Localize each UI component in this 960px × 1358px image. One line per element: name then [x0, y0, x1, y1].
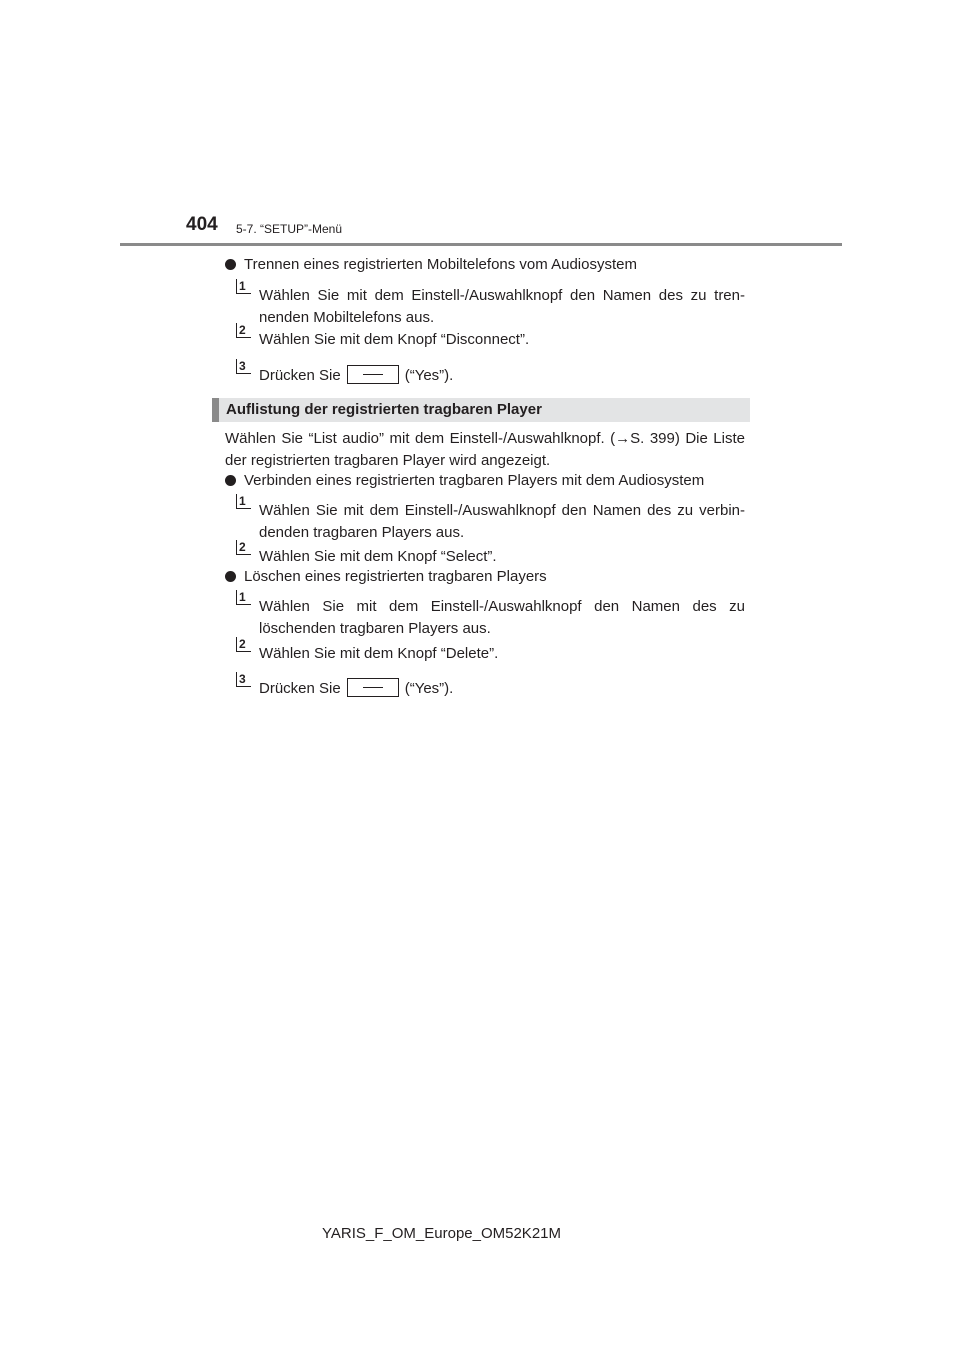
step-item: [236, 590, 756, 636]
header-rule: [120, 243, 842, 246]
step-text: Wählen Sie mit dem Einstell-/Auswahlknopf den Namen des zu verbin-denden tragbaren Players aus.: [259, 502, 745, 541]
step-number: 3: [236, 359, 251, 374]
step-text: [259, 678, 745, 700]
bullet-icon: [225, 571, 236, 582]
page-footer: YARIS_F_OM_Europe_OM52K21M: [322, 1225, 561, 1242]
bullet-icon: [225, 259, 236, 270]
bullet-item: [225, 255, 637, 275]
bullet-item: [225, 567, 547, 587]
step-number: 1: [236, 590, 251, 605]
bullet-icon: [225, 475, 236, 486]
section-heading-marker: [212, 398, 219, 422]
step-item: [236, 672, 756, 698]
step-number: 2: [236, 323, 251, 338]
step-text-after: (“Yes”).: [404, 367, 454, 384]
step-item: [236, 279, 756, 325]
page-number: 404: [186, 214, 218, 235]
yes-button-icon: [347, 365, 399, 384]
step-text: Wählen Sie mit dem Knopf “Select”.: [259, 548, 497, 565]
yes-button-icon: [347, 678, 399, 697]
section-title: 5-7. “SETUP”-Menü: [236, 222, 343, 236]
step-number: 2: [236, 637, 251, 652]
step-text: Wählen Sie mit dem Einstell-/Auswahlknopf den Namen des zu löschenden tragbaren Players aus.: [259, 598, 745, 637]
bullet-text: Löschen eines registrierten tragbaren Players: [244, 568, 547, 585]
step-item: [236, 494, 756, 540]
section-heading-text: Auflistung der registrierten tragbaren Player: [226, 401, 542, 418]
step-item: [236, 359, 756, 385]
step-text-before: Drücken Sie: [259, 367, 341, 384]
step-number: 1: [236, 279, 251, 294]
bullet-text: Trennen eines registrierten Mobiltelefons vom Audiosystem: [244, 256, 637, 273]
step-item: [236, 637, 756, 661]
step-item: [236, 540, 756, 564]
step-text-before: Drücken Sie: [259, 680, 341, 697]
step-text: [259, 365, 745, 387]
section-heading: [212, 398, 750, 422]
step-item: [236, 323, 756, 347]
intro-paragraph: Wählen Sie “List audio” mit dem Einstell-/Auswahlknopf. (→S. 399) Die Liste der registrierten tragbaren Player wird angezeigt.: [225, 430, 745, 469]
step-text: Wählen Sie mit dem Einstell-/Auswahlknopf den Namen des zu tren-nenden Mobiltelefons aus.: [259, 287, 745, 326]
step-text: Wählen Sie mit dem Knopf “Disconnect”.: [259, 331, 530, 348]
step-number: 3: [236, 672, 251, 687]
step-text-after: (“Yes”).: [404, 680, 454, 697]
step-text: Wählen Sie mit dem Knopf “Delete”.: [259, 645, 499, 662]
step-number: 1: [236, 494, 251, 509]
bullet-item: [225, 471, 704, 491]
step-number: 2: [236, 540, 251, 555]
bullet-text: Verbinden eines registrierten tragbaren Players mit dem Audiosystem: [244, 472, 705, 489]
